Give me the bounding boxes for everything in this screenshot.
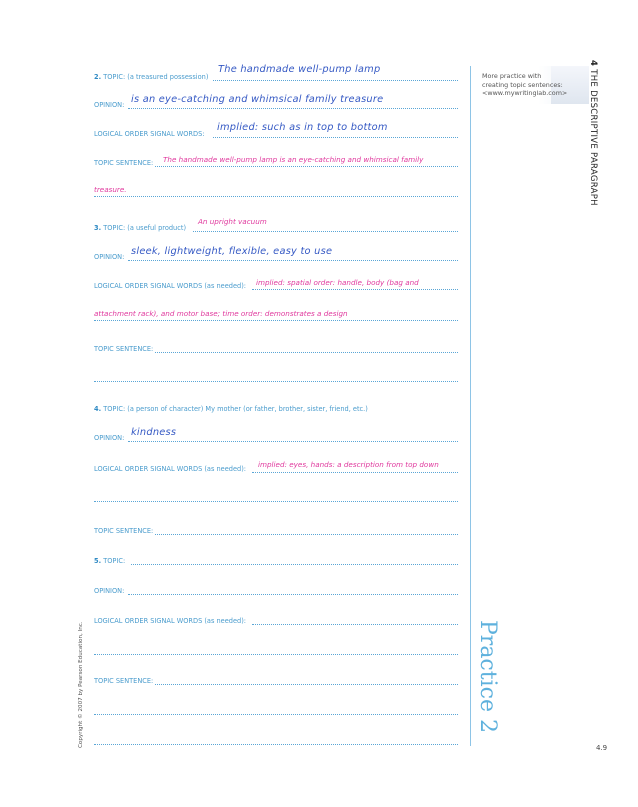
item4-topic-word: TOPIC: xyxy=(103,405,126,413)
item2-topic-answer: The handmade well-pump lamp xyxy=(218,64,381,75)
sidebar-link[interactable]: <www.mywritinglab.com> xyxy=(482,89,568,98)
item2-sentence-line-2 xyxy=(94,196,458,197)
chapter-title: THE DESCRIPTIVE PARAGRAPH xyxy=(588,69,598,206)
item3-signal-answer-2: attachment rack), and motor base; time order: demonstrates a design xyxy=(94,309,348,318)
item2-number: 2. xyxy=(94,73,102,81)
item5-sentence-line-3 xyxy=(94,744,458,745)
item2-sentence-answer-2: treasure. xyxy=(94,185,127,194)
item3-topic-line xyxy=(193,231,458,232)
item3-signal-label: LOGICAL ORDER SIGNAL WORDS (as needed): xyxy=(94,282,247,290)
item2-signal-answer: implied: such as in top to bottom xyxy=(217,122,388,133)
item4-signal-label: LOGICAL ORDER SIGNAL WORDS (as needed): xyxy=(94,465,247,473)
item4-signal-line-2 xyxy=(94,501,458,502)
item5-number: 5. xyxy=(94,557,102,565)
item3-topic-answer: An upright vacuum xyxy=(198,217,267,226)
item5-topic-line xyxy=(131,564,458,565)
item3-sentence-line-2 xyxy=(94,381,458,382)
item2-opinion-line xyxy=(128,108,458,109)
item3-opinion-label: OPINION: xyxy=(94,253,125,261)
item4-opinion-label: OPINION: xyxy=(94,434,125,442)
item5-topic-word: TOPIC: xyxy=(103,557,126,565)
item4-sentence-line xyxy=(155,534,458,535)
item3-topic-word: TOPIC: xyxy=(103,224,126,232)
item3-signal-line-2 xyxy=(94,320,458,321)
item3-topic-hint: (a useful product) xyxy=(127,224,187,232)
item5-sentence-line xyxy=(155,684,458,685)
sidebar-line-2: creating topic sentences: xyxy=(482,80,563,89)
item3-opinion-answer: sleek, lightweight, flexible, easy to use xyxy=(131,246,333,257)
item3-signal-answer-1: implied: spatial order: handle, body (bag and xyxy=(256,278,419,287)
item2-topic-line xyxy=(213,80,458,81)
item4-topic-hint: (a person of character) My mother (or father, brother, sister, friend, etc.) xyxy=(127,405,368,413)
item2-sentence-line xyxy=(155,166,458,167)
item3-sentence-label: TOPIC SENTENCE: xyxy=(94,345,154,353)
item4-opinion-line xyxy=(128,441,458,442)
item2-signal-label: LOGICAL ORDER SIGNAL WORDS: xyxy=(94,130,205,138)
item2-sentence-answer-1: The handmade well-pump lamp is an eye-catching and whimsical family xyxy=(163,155,424,164)
item5-topic-label xyxy=(94,557,125,565)
item2-topic-word: TOPIC: xyxy=(103,73,126,81)
item5-signal-line-2 xyxy=(94,654,458,655)
item5-signal-label: LOGICAL ORDER SIGNAL WORDS (as needed): xyxy=(94,617,247,625)
page-number: 4.9 xyxy=(596,744,608,752)
practice-label: Practice 2 xyxy=(475,620,500,733)
item4-topic-label xyxy=(94,405,368,413)
item4-signal-answer: implied: eyes, hands: a description from top down xyxy=(258,460,439,469)
item3-signal-line xyxy=(252,289,458,290)
item4-signal-line xyxy=(252,472,458,473)
item3-opinion-line xyxy=(128,260,458,261)
chapter-header xyxy=(584,60,598,210)
sidebar-line-1: More practice with xyxy=(482,72,542,80)
item2-signal-line xyxy=(213,137,458,138)
item3-number: 3. xyxy=(94,224,102,232)
chapter-number: 4 xyxy=(588,60,598,67)
item2-opinion-answer: is an eye-catching and whimsical family treasure xyxy=(131,94,384,105)
item4-sentence-label: TOPIC SENTENCE: xyxy=(94,527,154,535)
item5-opinion-label: OPINION: xyxy=(94,587,125,595)
sidebar-note xyxy=(482,72,592,98)
copyright-notice: Copyright © 2007 by Pearson Education, Inc. xyxy=(78,621,84,748)
item2-topic-hint: (a treasured possession) xyxy=(127,73,209,81)
item5-signal-line xyxy=(252,624,458,625)
item5-sentence-line-2 xyxy=(94,714,458,715)
item3-topic-label xyxy=(94,224,186,232)
item5-opinion-line xyxy=(128,594,458,595)
item2-topic-label xyxy=(94,73,208,81)
item3-sentence-line xyxy=(155,352,458,353)
item2-opinion-label: OPINION: xyxy=(94,101,125,109)
item4-opinion-answer: kindness xyxy=(131,427,177,438)
item5-sentence-label: TOPIC SENTENCE: xyxy=(94,677,154,685)
item2-sentence-label: TOPIC SENTENCE: xyxy=(94,159,154,167)
item4-number: 4. xyxy=(94,405,102,413)
